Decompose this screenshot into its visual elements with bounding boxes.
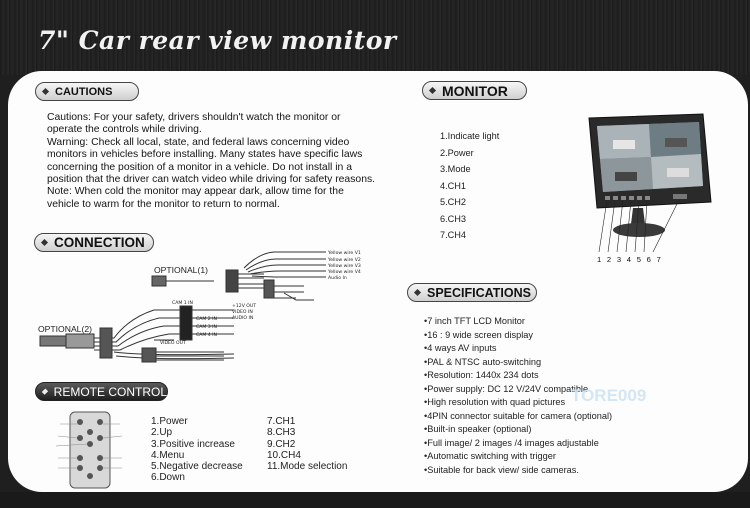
monitor-parts-list	[440, 128, 499, 244]
cam-label: CAM 1 IN	[172, 301, 193, 306]
list-item: 10.CH4	[267, 449, 301, 461]
list-item: 11.Mode selection	[267, 461, 348, 473]
remote-control-image	[50, 410, 130, 490]
watermark: TORE009	[571, 386, 647, 405]
diamond-icon	[42, 88, 49, 95]
wire-label: Audio In	[328, 276, 347, 281]
list-item: 7.CH4	[440, 230, 467, 240]
list-item: • Built-in speaker (optional)	[424, 423, 612, 437]
cam-label: CAM 4 IN	[196, 333, 217, 338]
monitor-image	[575, 112, 715, 257]
list-item: • Resolution: 1440x 234 dots	[424, 369, 612, 383]
list-item: • Power supply: DC 12 V/24V compatible	[424, 383, 612, 397]
list-item: 5.Negative decrease	[151, 461, 243, 473]
diamond-icon	[429, 87, 436, 94]
diamond-icon	[414, 289, 421, 296]
list-item: 1.Indicate light	[440, 131, 500, 141]
list-item: • Suitable for back view/ side cameras.	[424, 464, 612, 478]
list-item: 2.Up	[151, 427, 173, 439]
list-item: 3.Mode	[440, 164, 471, 174]
list-item: • Full image/ 2 images /4 images adjustable	[424, 437, 612, 451]
list-item: • 4PIN connector suitable for camera (optional)	[424, 410, 612, 424]
remote-functions-list-1	[151, 416, 243, 484]
harness-label: VIDEO IN	[232, 310, 253, 315]
harness-label: AUDIO IN	[232, 316, 254, 321]
warning-paragraph: Warning: Check all local, state, and federal laws concerning video monitors in vehicles before installing. Many states have specific laws concerning the position of a monitor in a vehicle. Do not install in a position that the driver can watch video while driving for safety reasons.	[47, 136, 376, 186]
list-item: • 4 ways AV inputs	[424, 342, 612, 356]
list-item: 6.Down	[151, 472, 185, 484]
harness-label: +12V OUT	[232, 304, 257, 309]
wire-label: Yellow wire V4	[328, 270, 361, 275]
optional-1-label: OPTIONAL(1)	[154, 265, 208, 275]
monitor-heading-label: MONITOR	[442, 82, 508, 99]
wire-label: Yellow wire V1	[328, 251, 361, 256]
list-item: • PAL & NTSC auto-switching	[424, 356, 612, 370]
diamond-icon	[41, 239, 48, 246]
caution-paragraph: Cautions: For your safety, drivers shouldn't watch the monitor or operate the controls while driving.	[47, 112, 341, 136]
list-item: 6.CH3	[440, 213, 467, 224]
video-out-label: VIDEO OUT	[160, 341, 186, 346]
cautions-heading	[35, 82, 139, 101]
monitor-part-numbers: 1 2 3 4 5 6 7	[597, 255, 663, 264]
specifications-heading-label: SPECIFICATIONS	[427, 285, 531, 300]
optional-2-label: OPTIONAL(2)	[38, 324, 92, 334]
list-item: 1.Power	[151, 416, 188, 427]
page-title: 7" Car rear view monitor	[38, 26, 397, 55]
list-item: 9.CH2	[267, 438, 296, 450]
remote-functions-list-2	[267, 416, 347, 472]
list-item: 5.CH2	[440, 197, 467, 207]
specifications-heading	[407, 283, 537, 302]
wire-label: Yellow wire V3	[328, 264, 361, 269]
list-item: 4.Menu	[151, 449, 185, 461]
diamond-icon	[42, 388, 48, 394]
wire-label: Yellow wire V2	[328, 258, 361, 263]
monitor-heading	[422, 81, 527, 100]
list-item: 8.CH3	[267, 427, 296, 439]
connection-diagram	[34, 248, 374, 368]
cam-label: CAM 3 IN	[196, 325, 217, 330]
remote-control-heading-label: REMOTE CONTROL	[53, 384, 167, 399]
bottom-bar	[0, 492, 750, 508]
list-item: • 7 inch TFT LCD Monitor	[424, 315, 612, 329]
list-item: • High resolution with quad pictures	[424, 396, 612, 410]
connection-heading-label: CONNECTION	[54, 235, 145, 250]
remote-control-heading	[35, 382, 168, 401]
list-item: 4.CH1	[440, 180, 467, 191]
list-item: 2.Power	[440, 147, 474, 158]
list-item: 7.CH1	[267, 416, 296, 427]
list-item: • Automatic switching with trigger	[424, 450, 612, 464]
cam-label: CAM 2 IN	[196, 317, 217, 322]
cautions-text	[47, 112, 377, 211]
list-item: • 16 : 9 wide screen display	[424, 329, 612, 343]
list-item: 3.Positive increase	[151, 438, 235, 450]
note-paragraph: Note: When cold the monitor may appear dark, allow time for the vehicle to warm for the monitor to return to normal.	[47, 186, 344, 210]
cautions-heading-label: CAUTIONS	[55, 85, 113, 98]
